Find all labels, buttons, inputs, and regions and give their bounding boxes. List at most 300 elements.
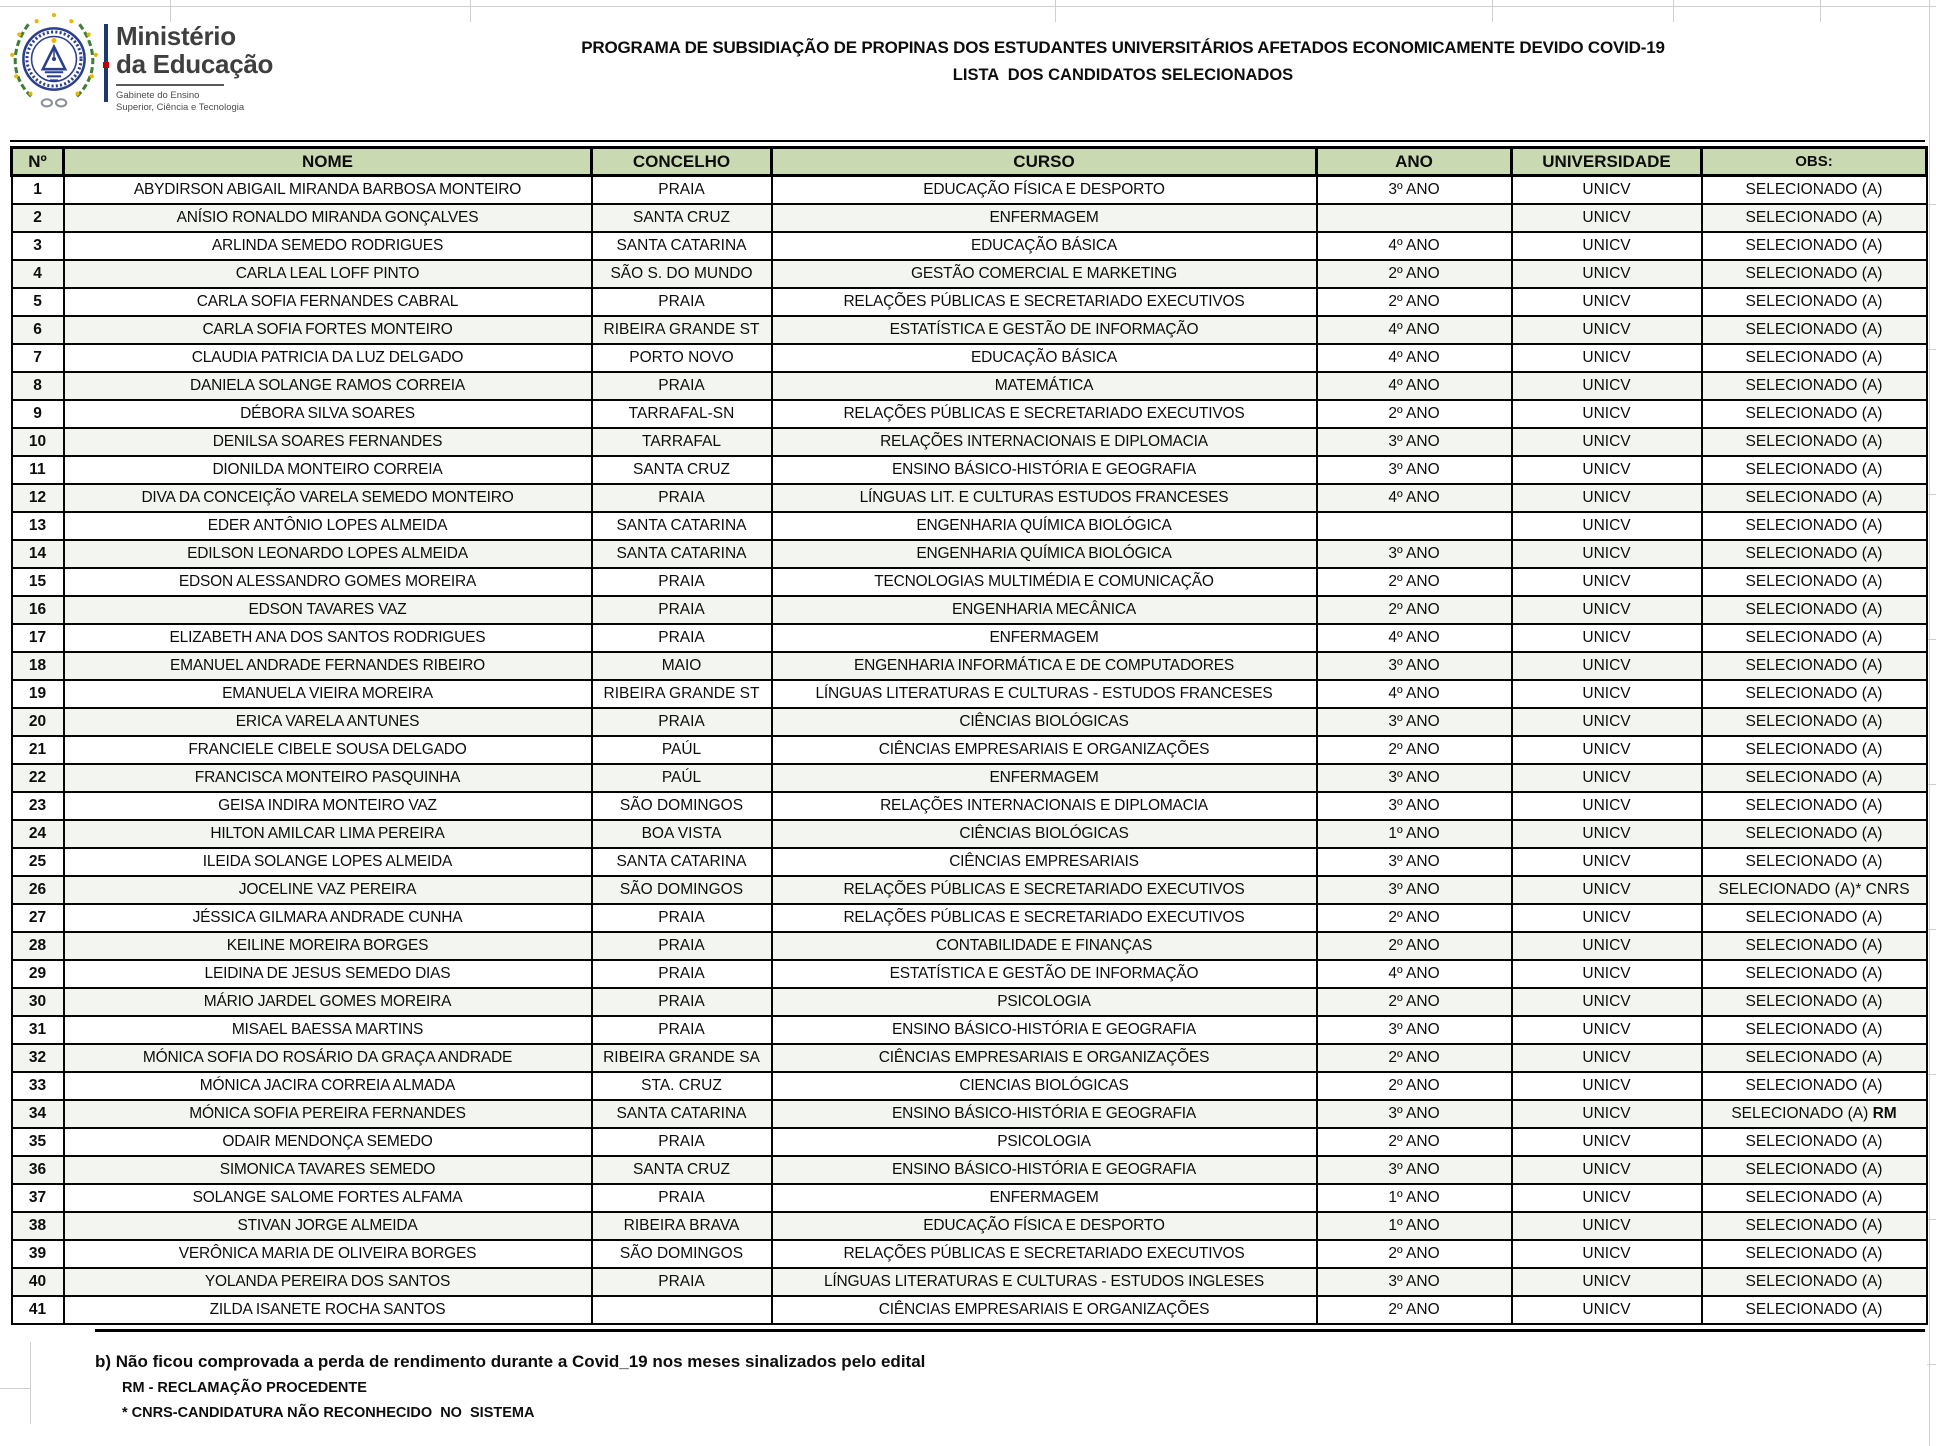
- cell-ano: 2º ANO: [1317, 1072, 1512, 1100]
- cell-obs: SELECIONADO (A): [1702, 204, 1927, 232]
- table-row: [12, 792, 1927, 820]
- cell-ano: 3º ANO: [1317, 428, 1512, 456]
- gridline-top: [0, 6, 1936, 7]
- row-number: 19: [12, 680, 64, 708]
- table-row: [12, 596, 1927, 624]
- cell-nome: ZILDA ISANETE ROCHA SANTOS: [64, 1296, 592, 1324]
- cell-concelho: PAÚL: [592, 764, 772, 792]
- cell-obs: SELECIONADO (A): [1702, 1072, 1927, 1100]
- column-header-4: ANO: [1317, 148, 1512, 176]
- cell-ano: 2º ANO: [1317, 1240, 1512, 1268]
- table-row: [12, 932, 1927, 960]
- cell-ano: 3º ANO: [1317, 764, 1512, 792]
- row-number: 6: [12, 316, 64, 344]
- logo-divider-bar: [104, 24, 108, 102]
- gridline-tick: [1673, 0, 1674, 22]
- cell-obs: SELECIONADO (A): [1702, 680, 1927, 708]
- row-number: 13: [12, 512, 64, 540]
- cell-nome: MISAEL BAESSA MARTINS: [64, 1016, 592, 1044]
- cell-nome: FRANCISCA MONTEIRO PASQUINHA: [64, 764, 592, 792]
- cell-ano: 2º ANO: [1317, 1044, 1512, 1072]
- document-title: PROGRAMA DE SUBSIDIAÇÃO DE PROPINAS DOS ESTUDANTES UNIVERSITÁRIOS AFETADOS ECONOMICAMENTE DEVIDO COVID-19: [581, 38, 1665, 57]
- cell-nome: DIVA DA CONCEIÇÃO VARELA SEMEDO MONTEIRO: [64, 484, 592, 512]
- cell-universidade: UNICV: [1512, 624, 1702, 652]
- cell-concelho: PRAIA: [592, 1184, 772, 1212]
- column-header-1: NOME: [64, 148, 592, 176]
- cell-concelho: SANTA CRUZ: [592, 456, 772, 484]
- cell-ano: 2º ANO: [1317, 568, 1512, 596]
- cell-curso: RELAÇÕES PÚBLICAS E SECRETARIADO EXECUTIVOS: [772, 876, 1317, 904]
- cell-nome: ELIZABETH ANA DOS SANTOS RODRIGUES: [64, 624, 592, 652]
- candidates-table: [10, 146, 1928, 1325]
- cell-curso: EDUCAÇÃO BÁSICA: [772, 232, 1317, 260]
- cell-curso: PSICOLOGIA: [772, 1128, 1317, 1156]
- cell-universidade: UNICV: [1512, 344, 1702, 372]
- row-number: 10: [12, 428, 64, 456]
- cell-concelho: SÃO DOMINGOS: [592, 876, 772, 904]
- cell-obs: SELECIONADO (A): [1702, 484, 1927, 512]
- table-top-rule: [10, 140, 1925, 142]
- cell-ano: 1º ANO: [1317, 1212, 1512, 1240]
- cell-concelho: PRAIA: [592, 624, 772, 652]
- cell-obs: SELECIONADO (A): [1702, 932, 1927, 960]
- cell-obs: SELECIONADO (A): [1702, 428, 1927, 456]
- cell-universidade: UNICV: [1512, 176, 1702, 205]
- row-number: 20: [12, 708, 64, 736]
- cell-concelho: PRAIA: [592, 568, 772, 596]
- cell-nome: MÓNICA SOFIA DO ROSÁRIO DA GRAÇA ANDRADE: [64, 1044, 592, 1072]
- cell-nome: KEILINE MOREIRA BORGES: [64, 932, 592, 960]
- cell-nome: LEIDINA DE JESUS SEMEDO DIAS: [64, 960, 592, 988]
- table-row: [12, 680, 1927, 708]
- cell-concelho: SANTA CRUZ: [592, 204, 772, 232]
- cell-obs: SELECIONADO (A): [1702, 1128, 1927, 1156]
- table-row: [12, 204, 1927, 232]
- row-number: 2: [12, 204, 64, 232]
- cell-curso: ENGENHARIA INFORMÁTICA E DE COMPUTADORES: [772, 652, 1317, 680]
- cell-nome: ANÍSIO RONALDO MIRANDA GONÇALVES: [64, 204, 592, 232]
- cell-curso: CIÊNCIAS EMPRESARIAIS: [772, 848, 1317, 876]
- table-row: [12, 372, 1927, 400]
- cell-universidade: UNICV: [1512, 680, 1702, 708]
- cell-ano: 3º ANO: [1317, 1016, 1512, 1044]
- cell-nome: VERÔNICA MARIA DE OLIVEIRA BORGES: [64, 1240, 592, 1268]
- cell-concelho: SANTA CATARINA: [592, 540, 772, 568]
- cell-obs: SELECIONADO (A): [1702, 652, 1927, 680]
- table-header-row: [12, 148, 1927, 176]
- table-bottom-rule: [95, 1329, 1925, 1332]
- cell-nome: FRANCIELE CIBELE SOUSA DELGADO: [64, 736, 592, 764]
- cell-nome: DIONILDA MONTEIRO CORREIA: [64, 456, 592, 484]
- table-row: [12, 1016, 1927, 1044]
- cell-ano: 4º ANO: [1317, 316, 1512, 344]
- cell-concelho: SÃO S. DO MUNDO: [592, 260, 772, 288]
- table-row: [12, 988, 1927, 1016]
- table-row: [12, 400, 1927, 428]
- table-row: [12, 1268, 1927, 1296]
- cell-curso: EDUCAÇÃO FÍSICA E DESPORTO: [772, 176, 1317, 205]
- cell-universidade: UNICV: [1512, 484, 1702, 512]
- cell-concelho: PRAIA: [592, 708, 772, 736]
- cell-universidade: UNICV: [1512, 204, 1702, 232]
- cell-curso: PSICOLOGIA: [772, 988, 1317, 1016]
- cell-curso: CIÊNCIAS EMPRESARIAIS E ORGANIZAÇÕES: [772, 736, 1317, 764]
- cell-obs: SELECIONADO (A): [1702, 736, 1927, 764]
- cell-obs: SELECIONADO (A): [1702, 540, 1927, 568]
- gridline-tick: [1055, 0, 1056, 22]
- cell-curso: ENSINO BÁSICO-HISTÓRIA E GEOGRAFIA: [772, 1100, 1317, 1128]
- cell-nome: ARLINDA SEMEDO RODRIGUES: [64, 232, 592, 260]
- row-number: 14: [12, 540, 64, 568]
- cell-universidade: UNICV: [1512, 1072, 1702, 1100]
- row-number: 33: [12, 1072, 64, 1100]
- cell-concelho: RIBEIRA GRANDE ST: [592, 316, 772, 344]
- cell-universidade: UNICV: [1512, 1184, 1702, 1212]
- column-header-0: Nº: [12, 148, 64, 176]
- cell-obs: SELECIONADO (A): [1702, 176, 1927, 205]
- cell-universidade: UNICV: [1512, 456, 1702, 484]
- cell-obs: SELECIONADO (A): [1702, 1240, 1927, 1268]
- cell-curso: CIÊNCIAS BIOLÓGICAS: [772, 820, 1317, 848]
- cell-nome: EDSON ALESSANDRO GOMES MOREIRA: [64, 568, 592, 596]
- table-row: [12, 568, 1927, 596]
- table-row: [12, 1100, 1927, 1128]
- cell-universidade: UNICV: [1512, 1240, 1702, 1268]
- table-row: [12, 1072, 1927, 1100]
- table-row: [12, 764, 1927, 792]
- cell-obs: SELECIONADO (A): [1702, 1296, 1927, 1324]
- cell-ano: 4º ANO: [1317, 624, 1512, 652]
- cell-curso: TECNOLOGIAS MULTIMÉDIA E COMUNICAÇÃO: [772, 568, 1317, 596]
- column-header-5: UNIVERSIDADE: [1512, 148, 1702, 176]
- cell-nome: EMANUELA VIEIRA MOREIRA: [64, 680, 592, 708]
- cell-obs: SELECIONADO (A): [1702, 904, 1927, 932]
- cell-nome: YOLANDA PEREIRA DOS SANTOS: [64, 1268, 592, 1296]
- cell-universidade: UNICV: [1512, 1156, 1702, 1184]
- cell-curso: LÍNGUAS LITERATURAS E CULTURAS - ESTUDOS FRANCESES: [772, 680, 1317, 708]
- ministry-logo: [8, 10, 273, 114]
- row-number: 5: [12, 288, 64, 316]
- cell-concelho: STA. CRUZ: [592, 1072, 772, 1100]
- cell-curso: EDUCAÇÃO FÍSICA E DESPORTO: [772, 1212, 1317, 1240]
- cell-curso: ENGENHARIA QUÍMICA BIOLÓGICA: [772, 540, 1317, 568]
- cell-concelho: RIBEIRA GRANDE SA: [592, 1044, 772, 1072]
- row-number: 25: [12, 848, 64, 876]
- cell-concelho: PRAIA: [592, 1268, 772, 1296]
- cell-concelho: TARRAFAL: [592, 428, 772, 456]
- cell-concelho: SANTA CRUZ: [592, 1156, 772, 1184]
- cell-curso: ENSINO BÁSICO-HISTÓRIA E GEOGRAFIA: [772, 456, 1317, 484]
- gridline-footer-h: [0, 1388, 30, 1389]
- table-row: [12, 736, 1927, 764]
- logo-red-dot: [103, 62, 109, 68]
- cell-universidade: UNICV: [1512, 708, 1702, 736]
- cell-ano: 4º ANO: [1317, 344, 1512, 372]
- cell-ano: 3º ANO: [1317, 1268, 1512, 1296]
- cell-universidade: UNICV: [1512, 428, 1702, 456]
- cell-ano: 2º ANO: [1317, 1296, 1512, 1324]
- cell-concelho: PRAIA: [592, 1016, 772, 1044]
- table-row: [12, 344, 1927, 372]
- row-number: 36: [12, 1156, 64, 1184]
- cell-nome: MÁRIO JARDEL GOMES MOREIRA: [64, 988, 592, 1016]
- cell-obs: SELECIONADO (A): [1702, 820, 1927, 848]
- cell-universidade: UNICV: [1512, 540, 1702, 568]
- row-number: 41: [12, 1296, 64, 1324]
- table-row: [12, 260, 1927, 288]
- table-row: [12, 624, 1927, 652]
- cell-obs: SELECIONADO (A): [1702, 624, 1927, 652]
- row-number: 30: [12, 988, 64, 1016]
- row-number: 12: [12, 484, 64, 512]
- table-row: [12, 176, 1927, 205]
- cell-nome: DÉBORA SILVA SOARES: [64, 400, 592, 428]
- gridline-tick: [1820, 0, 1821, 22]
- row-number: 37: [12, 1184, 64, 1212]
- cell-concelho: PORTO NOVO: [592, 344, 772, 372]
- table-row: [12, 1212, 1927, 1240]
- cell-nome: MÓNICA JACIRA CORREIA ALMADA: [64, 1072, 592, 1100]
- cell-nome: DENILSA SOARES FERNANDES: [64, 428, 592, 456]
- table-row: [12, 1044, 1927, 1072]
- cell-universidade: UNICV: [1512, 1128, 1702, 1156]
- cell-concelho: PRAIA: [592, 596, 772, 624]
- cell-nome: SIMONICA TAVARES SEMEDO: [64, 1156, 592, 1184]
- obs-bold-flag: RM: [1868, 1105, 1897, 1122]
- table-row: [12, 1184, 1927, 1212]
- cell-universidade: UNICV: [1512, 764, 1702, 792]
- cell-ano: 3º ANO: [1317, 792, 1512, 820]
- table-row: [12, 428, 1927, 456]
- cell-concelho: SÃO DOMINGOS: [592, 1240, 772, 1268]
- cell-concelho: RIBEIRA BRAVA: [592, 1212, 772, 1240]
- cell-concelho: PRAIA: [592, 372, 772, 400]
- table-row: [12, 540, 1927, 568]
- logo-underline: [116, 84, 224, 86]
- cell-obs: SELECIONADO (A): [1702, 988, 1927, 1016]
- cell-curso: RELAÇÕES PÚBLICAS E SECRETARIADO EXECUTIVOS: [772, 288, 1317, 316]
- cell-ano: 4º ANO: [1317, 484, 1512, 512]
- cell-curso: RELAÇÕES PÚBLICAS E SECRETARIADO EXECUTIVOS: [772, 904, 1317, 932]
- cabinet-name-line2: Superior, Ciência e Tecnologia: [116, 102, 245, 114]
- cell-nome: GEISA INDIRA MONTEIRO VAZ: [64, 792, 592, 820]
- cell-obs: SELECIONADO (A): [1702, 316, 1927, 344]
- cell-curso: ENGENHARIA QUÍMICA BIOLÓGICA: [772, 512, 1317, 540]
- cell-concelho: PRAIA: [592, 176, 772, 205]
- cell-universidade: UNICV: [1512, 876, 1702, 904]
- cell-curso: CIENCIAS BIOLÓGICAS: [772, 1072, 1317, 1100]
- cell-concelho: MAIO: [592, 652, 772, 680]
- cell-concelho: PRAIA: [592, 288, 772, 316]
- cape-verde-emblem-icon: [8, 10, 100, 110]
- cell-obs: SELECIONADO (A): [1702, 1212, 1927, 1240]
- row-number: 39: [12, 1240, 64, 1268]
- cell-universidade: UNICV: [1512, 316, 1702, 344]
- cell-universidade: UNICV: [1512, 820, 1702, 848]
- cell-ano: 2º ANO: [1317, 1128, 1512, 1156]
- row-number: 31: [12, 1016, 64, 1044]
- cell-concelho: PRAIA: [592, 1128, 772, 1156]
- cell-universidade: UNICV: [1512, 568, 1702, 596]
- cell-ano: 4º ANO: [1317, 232, 1512, 260]
- cell-concelho: SANTA CATARINA: [592, 848, 772, 876]
- cell-ano: 2º ANO: [1317, 260, 1512, 288]
- cell-nome: HILTON AMILCAR LIMA PEREIRA: [64, 820, 592, 848]
- cell-universidade: UNICV: [1512, 288, 1702, 316]
- cell-curso: LÍNGUAS LIT. E CULTURAS ESTUDOS FRANCESES: [772, 484, 1317, 512]
- cell-ano: 3º ANO: [1317, 848, 1512, 876]
- cell-ano: 4º ANO: [1317, 680, 1512, 708]
- table-row: [12, 1156, 1927, 1184]
- cell-curso: ENFERMAGEM: [772, 764, 1317, 792]
- cell-nome: SOLANGE SALOME FORTES ALFAMA: [64, 1184, 592, 1212]
- cell-ano: 2º ANO: [1317, 932, 1512, 960]
- cell-curso: ENFERMAGEM: [772, 624, 1317, 652]
- table-row: [12, 288, 1927, 316]
- cell-curso: CIÊNCIAS EMPRESARIAIS E ORGANIZAÇÕES: [772, 1296, 1317, 1324]
- cell-concelho: SÃO DOMINGOS: [592, 792, 772, 820]
- cell-curso: CIÊNCIAS BIOLÓGICAS: [772, 708, 1317, 736]
- gridline-tick: [1492, 0, 1493, 22]
- cell-universidade: UNICV: [1512, 736, 1702, 764]
- cell-curso: RELAÇÕES INTERNACIONAIS E DIPLOMACIA: [772, 792, 1317, 820]
- cell-universidade: UNICV: [1512, 260, 1702, 288]
- table-row: [12, 456, 1927, 484]
- cell-ano: 3º ANO: [1317, 876, 1512, 904]
- cell-obs: SELECIONADO (A): [1702, 1184, 1927, 1212]
- cell-ano: 3º ANO: [1317, 176, 1512, 205]
- cell-nome: ODAIR MENDONÇA SEMEDO: [64, 1128, 592, 1156]
- row-number: 7: [12, 344, 64, 372]
- cell-obs: SELECIONADO (A): [1702, 232, 1927, 260]
- cell-universidade: UNICV: [1512, 932, 1702, 960]
- cell-nome: CARLA LEAL LOFF PINTO: [64, 260, 592, 288]
- cell-universidade: UNICV: [1512, 400, 1702, 428]
- cell-universidade: UNICV: [1512, 652, 1702, 680]
- cell-obs: SELECIONADO (A): [1702, 708, 1927, 736]
- cell-universidade: UNICV: [1512, 904, 1702, 932]
- gridline-tick: [470, 0, 471, 22]
- row-number: 22: [12, 764, 64, 792]
- cell-curso: ENSINO BÁSICO-HISTÓRIA E GEOGRAFIA: [772, 1156, 1317, 1184]
- cell-universidade: UNICV: [1512, 512, 1702, 540]
- cell-concelho: PRAIA: [592, 932, 772, 960]
- cell-concelho: RIBEIRA GRANDE ST: [592, 680, 772, 708]
- cell-curso: RELAÇÕES INTERNACIONAIS E DIPLOMACIA: [772, 428, 1317, 456]
- cell-nome: CARLA SOFIA FORTES MONTEIRO: [64, 316, 592, 344]
- cell-concelho: PRAIA: [592, 904, 772, 932]
- cell-nome: STIVAN JORGE ALMEIDA: [64, 1212, 592, 1240]
- cell-nome: CLAUDIA PATRICIA DA LUZ DELGADO: [64, 344, 592, 372]
- cell-universidade: UNICV: [1512, 232, 1702, 260]
- cell-obs: SELECIONADO (A): [1702, 372, 1927, 400]
- row-number: 34: [12, 1100, 64, 1128]
- row-number: 40: [12, 1268, 64, 1296]
- cell-obs: SELECIONADO (A): [1702, 400, 1927, 428]
- row-number: 8: [12, 372, 64, 400]
- table-row: [12, 652, 1927, 680]
- cell-universidade: UNICV: [1512, 1100, 1702, 1128]
- cell-concelho: TARRAFAL-SN: [592, 400, 772, 428]
- cell-universidade: UNICV: [1512, 1212, 1702, 1240]
- cell-curso: EDUCAÇÃO BÁSICA: [772, 344, 1317, 372]
- footnote-rm: RM - RECLAMAÇÃO PROCEDENTE: [122, 1380, 367, 1396]
- cell-ano: 2º ANO: [1317, 400, 1512, 428]
- table-body: [12, 176, 1927, 1325]
- cell-ano: 3º ANO: [1317, 652, 1512, 680]
- row-number: 27: [12, 904, 64, 932]
- row-number: 24: [12, 820, 64, 848]
- cell-obs: SELECIONADO (A): [1702, 512, 1927, 540]
- cell-obs: SELECIONADO (A): [1702, 1016, 1927, 1044]
- cell-obs: SELECIONADO (A): [1702, 288, 1927, 316]
- cell-universidade: UNICV: [1512, 960, 1702, 988]
- cell-ano: 2º ANO: [1317, 596, 1512, 624]
- cell-curso: LÍNGUAS LITERATURAS E CULTURAS - ESTUDOS INGLESES: [772, 1268, 1317, 1296]
- cell-obs: SELECIONADO (A): [1702, 1268, 1927, 1296]
- cell-nome: EDER ANTÔNIO LOPES ALMEIDA: [64, 512, 592, 540]
- row-number: 18: [12, 652, 64, 680]
- cell-obs: SELECIONADO (A): [1702, 596, 1927, 624]
- cell-ano: 1º ANO: [1317, 820, 1512, 848]
- cell-nome: ILEIDA SOLANGE LOPES ALMEIDA: [64, 848, 592, 876]
- cell-obs: SELECIONADO (A): [1702, 792, 1927, 820]
- cell-ano: 3º ANO: [1317, 1100, 1512, 1128]
- row-number: 29: [12, 960, 64, 988]
- cell-universidade: UNICV: [1512, 1268, 1702, 1296]
- cell-obs: SELECIONADO (A): [1702, 1156, 1927, 1184]
- cell-universidade: UNICV: [1512, 988, 1702, 1016]
- cell-universidade: UNICV: [1512, 1044, 1702, 1072]
- cell-ano: [1317, 512, 1512, 540]
- row-number: 38: [12, 1212, 64, 1240]
- cell-universidade: UNICV: [1512, 372, 1702, 400]
- gridline-footer-v: [30, 1342, 31, 1424]
- cell-obs: SELECIONADO (A): [1702, 456, 1927, 484]
- row-number: 11: [12, 456, 64, 484]
- cell-nome: EMANUEL ANDRADE FERNANDES RIBEIRO: [64, 652, 592, 680]
- cell-nome: ABYDIRSON ABIGAIL MIRANDA BARBOSA MONTEIRO: [64, 176, 592, 205]
- table-row: [12, 820, 1927, 848]
- cell-ano: 1º ANO: [1317, 1184, 1512, 1212]
- cell-concelho: PAÚL: [592, 736, 772, 764]
- document-header: [330, 38, 1916, 85]
- cell-curso: ENFERMAGEM: [772, 204, 1317, 232]
- table-row: [12, 316, 1927, 344]
- row-number: 23: [12, 792, 64, 820]
- row-number: 28: [12, 932, 64, 960]
- cell-nome: EDSON TAVARES VAZ: [64, 596, 592, 624]
- cell-concelho: SANTA CATARINA: [592, 512, 772, 540]
- cell-concelho: PRAIA: [592, 988, 772, 1016]
- cell-curso: CONTABILIDADE E FINANÇAS: [772, 932, 1317, 960]
- cell-universidade: UNICV: [1512, 1296, 1702, 1324]
- cell-concelho: PRAIA: [592, 484, 772, 512]
- cell-curso: CIÊNCIAS EMPRESARIAIS E ORGANIZAÇÕES: [772, 1044, 1317, 1072]
- column-header-6: OBS:: [1702, 148, 1927, 176]
- table-row: [12, 1128, 1927, 1156]
- cell-curso: MATEMÁTICA: [772, 372, 1317, 400]
- gridline-right-ticks: [1927, 60, 1936, 1440]
- cell-curso: GESTÃO COMERCIAL E MARKETING: [772, 260, 1317, 288]
- cell-ano: 2º ANO: [1317, 988, 1512, 1016]
- table-row: [12, 484, 1927, 512]
- cell-ano: 3º ANO: [1317, 1156, 1512, 1184]
- cell-curso: RELAÇÕES PÚBLICAS E SECRETARIADO EXECUTIVOS: [772, 400, 1317, 428]
- row-number: 35: [12, 1128, 64, 1156]
- cell-obs: SELECIONADO (A): [1702, 848, 1927, 876]
- cell-curso: ESTATÍSTICA E GESTÃO DE INFORMAÇÃO: [772, 960, 1317, 988]
